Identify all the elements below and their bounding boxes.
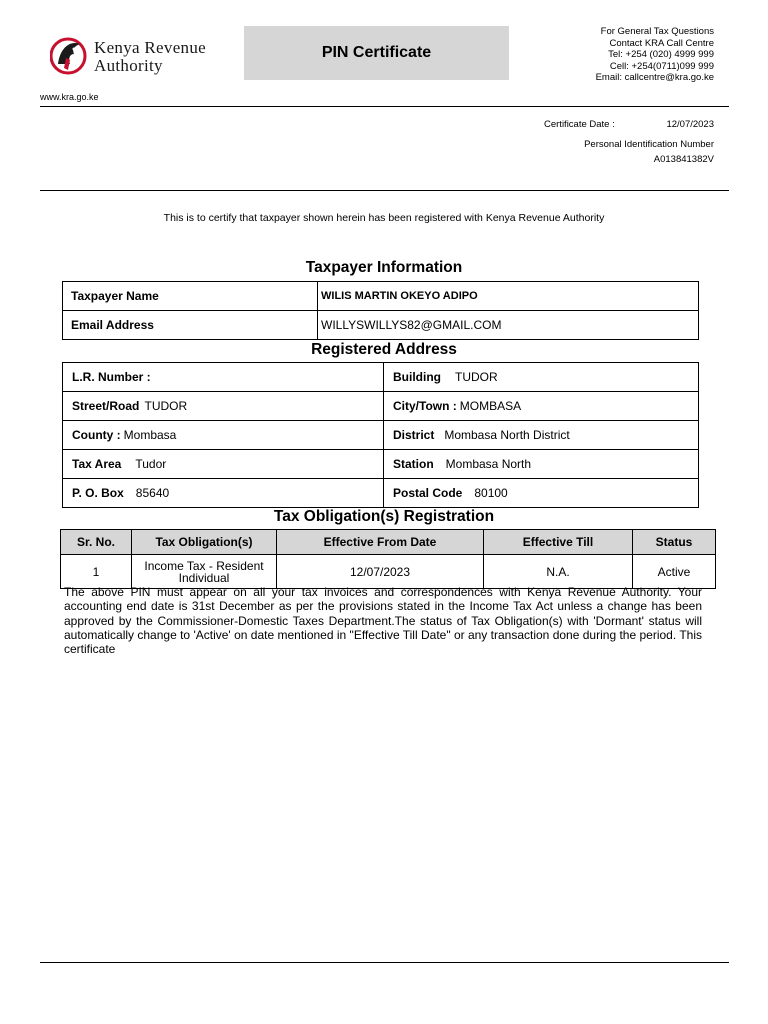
divider [40,106,729,107]
website-url: www.kra.go.ke [40,92,99,102]
postal-code-cell [384,479,699,508]
postal-code-label: Postal Code [393,486,463,500]
contact-line: For General Tax Questions [600,26,714,37]
district-label: District [393,428,435,442]
certificate-date-label: Certificate Date : [544,119,615,130]
logo-text-line1: Kenya Revenue [94,38,206,57]
street-cell [63,392,384,421]
contact-info [596,26,714,84]
tax-area-value: Tudor [135,457,167,471]
table-row [63,363,699,392]
street-value: TUDOR [144,399,188,413]
po-box-value: 85640 [135,486,170,500]
contact-email: Email: callcentre@kra.go.ke [595,72,714,83]
contact-line: Contact KRA Call Centre [609,37,714,49]
tax-obligations-heading: Tax Obligation(s) Registration [273,508,495,525]
email-label: Email Address [63,311,318,340]
city-value: MOMBASA [459,399,522,413]
footer-paragraph: The above PIN must appear on all your tax invoices and correspondences with Kenya Revenue Authority. Your accounting end date is 31st December as per the provisions stated in the Income Tax Act unless a change has been approved by the Commissioner-Domestic Taxes Department.The status of Tax Obligation(s) with 'Dormant' status will automatically change to 'Active' on date mentioned in "Effective Till Date" or any transaction done during the period. This certificate [64,585,702,657]
registered-address-heading: Registered Address [311,341,457,358]
table-row [63,421,699,450]
column-header: Effective Till [484,530,633,555]
county-cell [63,421,384,450]
pin-value: A013841382V [653,154,714,165]
building-label: Building [393,370,441,384]
building-cell [384,363,699,392]
pin-label: Personal Identification Number [584,139,714,150]
county-value: Mombasa [123,428,177,442]
tax-area-cell [63,450,384,479]
column-header: Sr. No. [61,530,132,555]
table-cell: N.A. [484,555,633,589]
table-row [63,450,699,479]
column-header: Effective From Date [277,530,484,555]
column-header: Tax Obligation(s) [132,530,277,555]
district-cell [384,421,699,450]
taxpayer-info-table [62,281,699,340]
taxpayer-name-value: WILIS MARTIN OKEYO ADIPO [318,282,699,311]
lr-number-cell [63,363,384,392]
kra-logo [50,34,240,82]
tax-obligations-table [60,529,716,589]
lr-number-label: L.R. Number : [72,370,151,384]
postal-code-value: 80100 [474,486,508,500]
building-value: TUDOR [455,370,498,384]
logo-text-line2: Authority [94,56,163,75]
po-box-label: P. O. Box [72,486,124,500]
county-label: County : [72,428,121,442]
table-cell: 1 [61,555,132,589]
district-value: Mombasa North District [444,428,570,442]
city-label: City/Town : [393,399,457,413]
column-header: Status [633,530,716,555]
city-cell [384,392,699,421]
table-row [63,311,699,340]
station-cell [384,450,699,479]
taxpayer-info-heading: Taxpayer Information [305,259,463,276]
po-box-cell [63,479,384,508]
street-label: Street/Road [72,399,140,413]
station-value: Mombasa North [445,457,532,471]
registered-address-table [62,362,699,508]
divider [40,190,729,191]
certify-statement: This is to certify that taxpayer shown herein has been registered with Kenya Revenue Authority [163,212,605,224]
station-label: Station [393,457,434,471]
contact-line: Tel: +254 (020) 4999 999 [608,49,714,60]
email-value: WILLYSWILLYS82@GMAIL.COM [318,311,699,340]
tax-area-label: Tax Area [72,457,122,471]
document-title: PIN Certificate [244,26,509,80]
footer-divider [40,962,729,963]
status-cell: Active [633,555,716,589]
table-header-row [61,530,716,555]
table-row [61,555,716,589]
taxpayer-name-label: Taxpayer Name [63,282,318,311]
certificate-date-value: 12/07/2023 [666,119,714,130]
table-row [63,392,699,421]
table-cell: 12/07/2023 [277,555,484,589]
table-row [63,479,699,508]
table-row [63,282,699,311]
contact-line: Cell: +254(0711)099 999 [609,60,714,72]
lion-emblem-icon [50,34,90,78]
table-cell: Income Tax - Resident Individual [132,555,277,589]
